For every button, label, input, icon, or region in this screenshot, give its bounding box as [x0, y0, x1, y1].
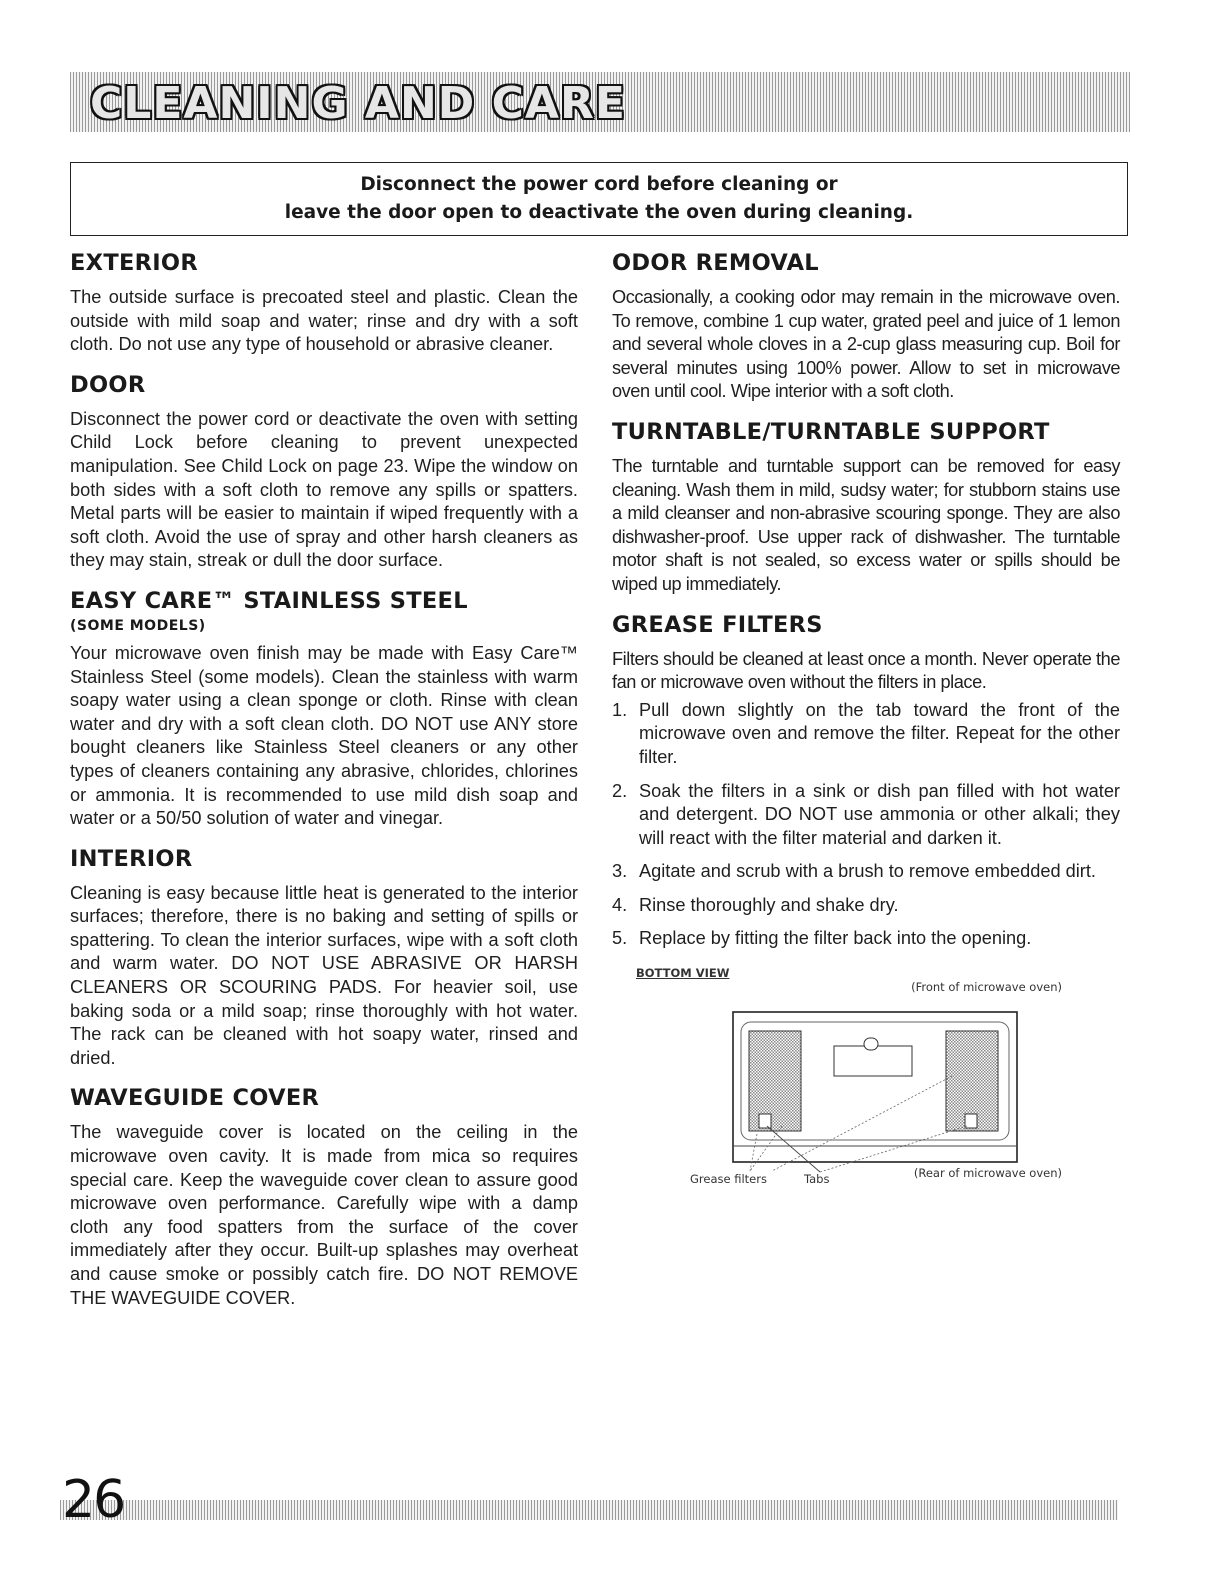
section-body: The waveguide cover is located on the ceiling in the microwave oven cavity. It is made from mica so requires special care. Keep the waveguide cover clean to assure good microwave oven performance. Carefully wipe with a damp cloth any food spatters from the surface of the cover immediately after they occur. Built-up splashes may overheat and cause smoke or possibly catch fire. DO NOT REMOVE THE WAVEGUIDE COVER.	[70, 1122, 578, 1308]
step-number: 2.	[612, 780, 628, 801]
bottom-view-diagram	[612, 966, 1120, 1206]
grease-filters-label: Grease filters	[690, 1172, 767, 1187]
center-panel	[834, 1046, 912, 1076]
page-number: 26	[62, 1470, 125, 1530]
page-header-banner	[70, 72, 1130, 132]
step-number: 5.	[612, 928, 628, 949]
list-item	[612, 927, 1120, 951]
page-title: CLEANING AND CARE	[90, 78, 626, 129]
left-column	[70, 250, 578, 1325]
list-item	[612, 699, 1120, 770]
diagram-title: BOTTOM VIEW	[636, 966, 730, 981]
section-door	[70, 372, 578, 573]
section-body: Your microwave oven finish may be made with Easy Care™ Stainless Steel (some models). Clean the stainless with warm soapy water using a clean sponge or cloth. Rinse with clean water and dry with a soft clean cloth. DO NOT use ANY store bought cleaners like Stainless Steel cleaners or any other types of cleaners containing any abrasive, chlorides, chlorines or ammonia. It is recommended to use mild dish soap and water or a 50/50 solution of water and vinegar.	[70, 642, 578, 829]
step-text: Pull down slightly on the tab toward the front of the microwave oven and remove the filter. Repeat for the other filter.	[639, 699, 1120, 767]
section-exterior	[70, 250, 578, 357]
section-grease-filters	[612, 612, 1120, 952]
warning-line-2: leave the door open to deactivate the oven during cleaning.	[284, 202, 914, 223]
section-heading: ODOR REMOVAL	[612, 250, 819, 276]
section-turntable	[612, 419, 1120, 597]
section-subheading: (SOME MODELS)	[70, 617, 206, 634]
section-waveguide-cover	[70, 1085, 578, 1310]
section-heading: INTERIOR	[70, 845, 193, 872]
step-text: Replace by fitting the filter back into the opening.	[639, 928, 1032, 949]
warning-box	[70, 162, 1128, 236]
section-heading: EXTERIOR	[70, 250, 198, 276]
section-heading: WAVEGUIDE COVER	[70, 1085, 320, 1112]
step-number: 4.	[612, 894, 628, 915]
section-heading: EASY CARE™ STAINLESS STEEL	[70, 587, 468, 614]
steps-list	[612, 699, 1120, 951]
step-number: 3.	[612, 861, 628, 882]
tab-left	[759, 1114, 771, 1128]
section-heading: DOOR	[70, 371, 146, 398]
list-item	[612, 860, 1120, 884]
grease-filter-left	[749, 1031, 801, 1131]
section-body: The turntable and turntable support can be removed for easy cleaning. Wash them in mild, sudsy water; for stubborn stains use a mild cleanser and non-abrasive scouring sponge. They are also dishwasher-proof. Use upper rack of dishwasher. The turntable motor shaft is not sealed, so excess water or spills should be wiped up immediately.	[612, 455, 1120, 594]
step-text: Soak the filters in a sink or dish pan filled with hot water and detergent. DO NOT use ammonia or other alkali; they will react with the filter material and darken it.	[639, 780, 1120, 848]
right-column	[612, 250, 1120, 1206]
section-body: The outside surface is precoated steel and plastic. Clean the outside with mild soap and water; rinse and dry with a soft cloth. Do not use any type of household or abrasive cleaner.	[70, 287, 578, 355]
step-text: Rinse thoroughly and shake dry.	[639, 894, 899, 915]
rear-label: (Rear of microwave oven)	[913, 1166, 1062, 1181]
section-body: Occasionally, a cooking odor may remain in the microwave oven. To remove, combine 1 cup water, grated peel and juice of 1 lemon and several whole cloves in a 2-cup glass measuring cup. Boil for several minutes using 100% power. Allow to set in microwave oven until cool. Wipe interior with a soft cloth.	[612, 287, 1120, 402]
footer-strip	[60, 1500, 1118, 1520]
warning-line-1: Disconnect the power cord before cleaning or	[360, 174, 838, 195]
section-body: Disconnect the power cord or deactivate the oven with setting Child Lock before cleaning to prevent unexpected manipulation. See Child Lock on page 23. Wipe the window on both sides with a soft cloth to remove any spills or spatters. Metal parts will be easier to maintain if wiped frequently with a soft cloth. Avoid the use of spray and other harsh cleaners as they may stain, streak or dull the door surface.	[70, 408, 578, 571]
section-stainless-steel	[70, 588, 578, 831]
section-heading: TURNTABLE/TURNTABLE SUPPORT	[612, 418, 1050, 445]
tabs-label: Tabs	[804, 1172, 830, 1187]
list-item	[612, 894, 1120, 918]
step-number: 1.	[612, 699, 628, 720]
section-heading: GREASE FILTERS	[612, 611, 823, 638]
list-item	[612, 780, 1120, 851]
section-intro: Filters should be cleaned at least once a month. Never operate the fan or microwave oven without the filters in place.	[612, 648, 1120, 693]
section-odor-removal	[612, 250, 1120, 404]
front-label: (Front of microwave oven)	[911, 980, 1062, 995]
step-text: Agitate and scrub with a brush to remove embedded dirt.	[639, 861, 1096, 882]
section-interior	[70, 846, 578, 1071]
section-body: Cleaning is easy because little heat is generated to the interior surfaces; therefore, there is no baking and setting of spills or spattering. To clean the interior surfaces, wipe with a soft cloth and warm water. DO NOT USE ABRASIVE OR HARSH CLEANERS OR SCOURING PADS. For heavier soil, use baking soda or a mild soap; rinse thoroughly with hot water. The rack can be cleaned with hot soapy water, rinsed and dried.	[70, 882, 578, 1068]
